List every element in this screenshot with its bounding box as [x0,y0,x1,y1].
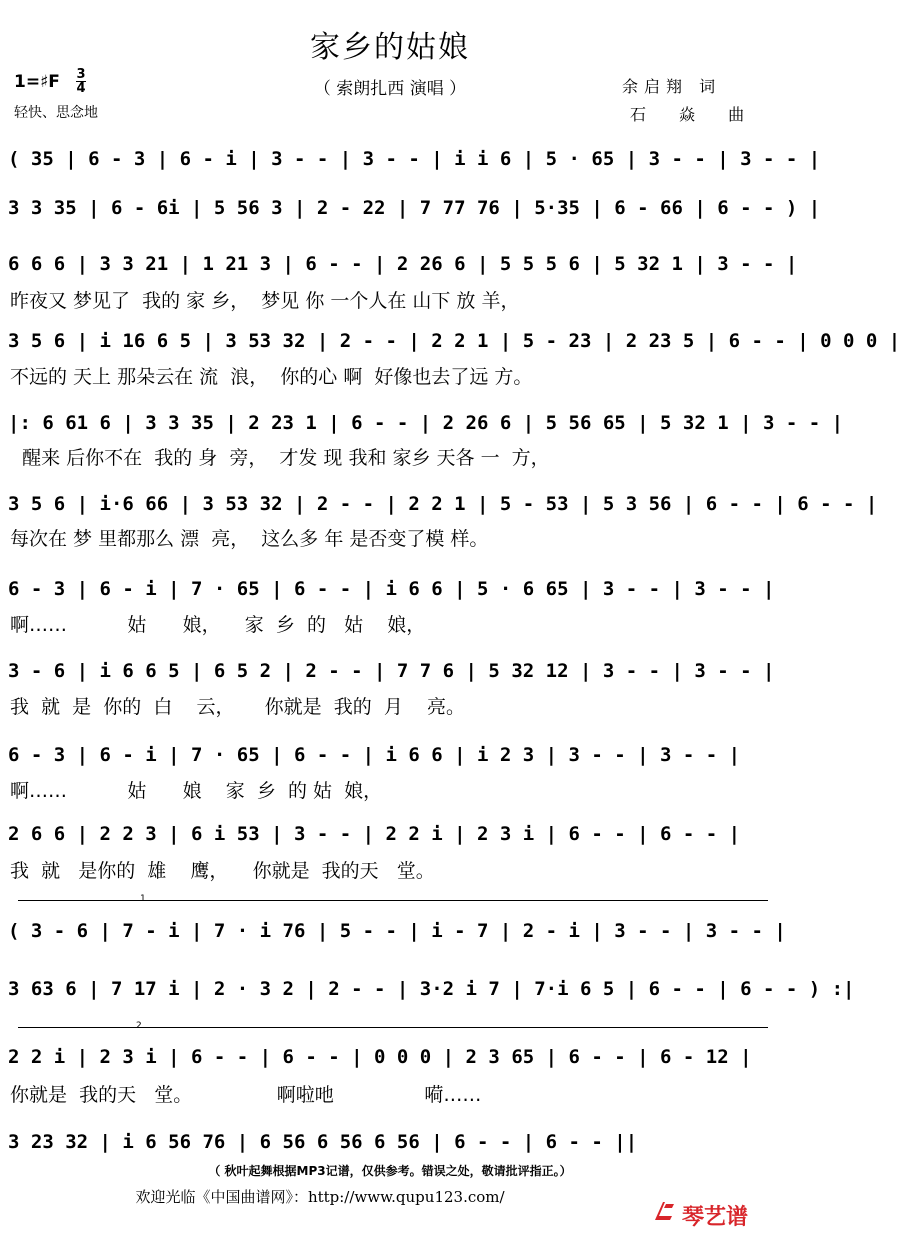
notation-line: ( 35 | 6 - 3 | 6 - i | 3 - - | 3 - - | i i 6 | 5 · 65 | 3 - - | 3 - - | [8,148,821,170]
page-title: 家乡的姑娘 [310,30,470,65]
lyrics-line: 不远的 天上 那朵云在 流 浪， 你的心 啊 好像也去了远 方。 [10,366,533,388]
notation-line: |: 6 61 6 | 3 3 35 | 2 23 1 | 6 - - | 2 26 6 | 5 56 65 | 5 32 1 | 3 - - | [8,412,844,434]
transcription-note: （ 秋叶起舞根据MP3记谱，仅供参考。错误之处，敬请批评指正。） [208,1164,572,1178]
lyrics-line: 每次在 梦 里都那么 漂 亮， 这么多 年 是否变了模 样。 [10,528,489,550]
lyrics-line: 你就是 我的天 堂。 啊啦吔 嗬…… [10,1084,482,1106]
meter-top: 3 [76,67,86,82]
lyrics-line: 啊…… 姑 娘 家 乡 的 姑 娘， [10,780,383,802]
qinyipu-logo: 琴艺谱 [682,1205,749,1230]
time-signature [76,68,86,95]
notation-line: 2 2 i | 2 3 i | 6 - - | 6 - - | 0 0 0 | 2 3 65 | 6 - - | 6 - 12 | [8,1046,752,1068]
meter-bottom: 4 [76,81,86,96]
volta-1-line [18,900,768,901]
notation-line: 6 - 3 | 6 - i | 7 · 65 | 6 - - | i 6 6 | i 2 3 | 3 - - | 3 - - | [8,744,741,766]
qinyipu-logo-icon [652,1198,678,1224]
singer-credit: （ 索朗扎西 演唱 ） [313,79,467,99]
lyrics-line: 啊…… 姑 娘， 家 乡 的 姑 娘， [10,614,426,636]
volta-1-number: 1 [140,894,146,904]
lyrics-line: 我 就 是 你的 白 云， 你就是 我的 月 亮。 [10,696,465,718]
notation-line: 3 5 6 | i·6 66 | 3 53 32 | 2 - - | 2 2 1 | 5 - 53 | 5 3 56 | 6 - - | 6 - - | [8,493,878,515]
notation-line: 3 23 32 | i 6 56 76 | 6 56 6 56 6 56 | 6 - - | 6 - - || [8,1131,638,1153]
lyricist-credit: 余启翔 词 [622,77,722,96]
notation-line: 3 3 35 | 6 - 6i | 5 56 3 | 2 - 22 | 7 77 76 | 5·35 | 6 - 66 | 6 - - ) | [8,197,821,219]
notation-line: 6 - 3 | 6 - i | 7 · 65 | 6 - - | i 6 6 | 5 · 6 65 | 3 - - | 3 - - | [8,578,775,600]
notation-line: 2 6 6 | 2 2 3 | 6 i 53 | 3 - - | 2 2 i | 2 3 i | 6 - - | 6 - - | [8,823,741,845]
composer-credit: 石 焱 曲 [630,105,759,124]
notation-line: ( 3 - 6 | 7 - i | 7 · i 76 | 5 - - | i - 7 | 2 - i | 3 - - | 3 - - | [8,920,786,942]
site-welcome: 欢迎光临《中国曲谱网》：http://www.qupu123.com/ [135,1188,505,1206]
lyrics-line: 我 就 是你的 雄 鹰， 你就是 我的天 堂。 [10,860,435,882]
key-signature: 1=♯F [14,72,60,92]
notation-line: 3 5 6 | i 16 6 5 | 3 53 32 | 2 - - | 2 2 1 | 5 - 23 | 2 23 5 | 6 - - | 0 0 0 | [8,330,900,352]
lyrics-line: 昨夜又 梦见了 我的 家 乡， 梦见 你 一个人在 山下 放 羊， [10,290,520,312]
notation-line: 6 6 6 | 3 3 21 | 1 21 3 | 6 - - | 2 26 6 | 5 5 5 6 | 5 32 1 | 3 - - | [8,253,798,275]
notation-line: 3 63 6 | 7 17 i | 2 · 3 2 | 2 - - | 3·2 i 7 | 7·i 6 5 | 6 - - | 6 - - ) :| [8,978,855,1000]
notation-line: 3 - 6 | i 6 6 5 | 6 5 2 | 2 - - | 7 7 6 | 5 32 12 | 3 - - | 3 - - | [8,660,775,682]
lyrics-line: 醒来 后你不在 我的 身 旁， 才发 现 我和 家乡 天各 一 方， [10,447,550,469]
volta-2-number: 2 [136,1021,142,1031]
tempo-marking: 轻快、思念地 [14,105,98,121]
volta-2-line [18,1027,768,1028]
